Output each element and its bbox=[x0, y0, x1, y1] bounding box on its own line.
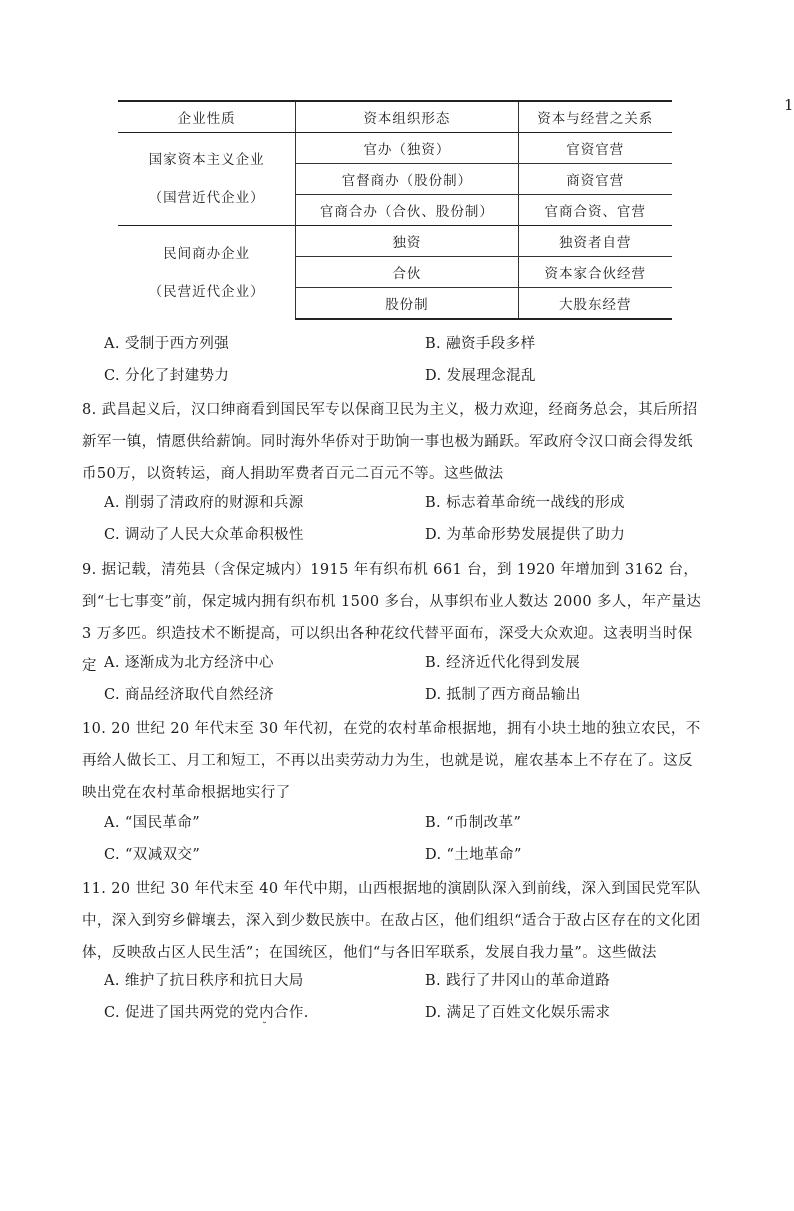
table-cell-relation: 官资官营 bbox=[566, 142, 625, 158]
q8-option-c: C. 调动了人民大众革命积极性 bbox=[104, 527, 304, 543]
nature-line1: 国家资本主义企业 bbox=[148, 152, 265, 168]
q8-option-b: B. 标志着革命统一战线的形成 bbox=[425, 495, 625, 511]
q10-option-d: D. “土地革命” bbox=[425, 847, 522, 863]
q9-option-b: B. 经济近代化得到发展 bbox=[425, 655, 581, 671]
enterprise-table bbox=[118, 100, 672, 320]
scan-speck: ˘ bbox=[262, 1022, 267, 1033]
table-header-form: 资本组织形态 bbox=[296, 101, 518, 133]
table-cell-form: 股份制 bbox=[296, 288, 518, 320]
q11-option-d: D. 满足了百姓文化娱乐需求 bbox=[425, 1005, 611, 1021]
table-cell-form: 独资 bbox=[296, 226, 518, 257]
page-number: 1 bbox=[784, 96, 794, 114]
table-cell-relation: 大股东经营 bbox=[518, 288, 672, 320]
q11-option-a: A. 维护了抗日秩序和抗日大局 bbox=[104, 973, 304, 989]
q7-option-c: C. 分化了封建势力 bbox=[104, 368, 230, 384]
q10-stem: 10. 20 世纪 20 年代末至 30 年代初，在党的农村革命根据地，拥有小块土地的独立农民，不再给人做长工、月工和短工，不再以出卖劳动力为生，也就是说，雇农基本上不存在了。这反映出党在农村革命根据地实行了 bbox=[82, 721, 701, 801]
table-cell-nature bbox=[118, 133, 296, 226]
table-header-nature: 企业性质 bbox=[118, 101, 296, 133]
q7-option-a: A. 受制于西方列强 bbox=[104, 336, 230, 352]
q9-option-a: A. 逐渐成为北方经济中心 bbox=[104, 655, 274, 671]
table-cell-relation: 资本家合伙经营 bbox=[518, 257, 672, 288]
table-cell-form: 官商合办（合伙、股份制） bbox=[296, 195, 518, 226]
table-header-relation: 资本与经营之关系 bbox=[518, 101, 672, 133]
q9-option-c: C. 商品经济取代自然经济 bbox=[104, 687, 274, 703]
q9-stem: 9. 据记载，清苑县（含保定城内）1915 年有织布机 661 台，到 1920 年增加到 3162 台，到“七七事变”前，保定城内拥有织布机 1500 多台，从事织布业人数达 2000 多人，年产量达 3 万多匹。织造技术不断提高，可以织出各种花纹代替平面布，深受大众欢迎。这表明当时保定 bbox=[82, 562, 702, 674]
table-cell-form: 合伙 bbox=[296, 257, 518, 288]
table-cell-relation: 官商合资、官营 bbox=[518, 195, 672, 226]
q10-option-a: A. “国民革命” bbox=[104, 815, 201, 831]
q9-option-d: D. 抵制了西方商品输出 bbox=[425, 687, 581, 703]
q11-option-c: C. 促进了国共两党的党内合作. bbox=[104, 1005, 309, 1021]
table-cell-relation: 独资者自营 bbox=[518, 226, 672, 257]
q8-option-a: A. 削弱了清政府的财源和兵源 bbox=[104, 495, 304, 511]
q11-stem: 11. 20 世纪 30 年代末至 40 年代中期，山西根据地的演剧队深入到前线，深入到国民党军队中，深入到穷乡僻壤去，深入到少数民族中。在敌占区，他们组织“适合于敌占区存在的文化团体，反映敌占区人民生活”；在国统区，他们“与各旧军联系，发展自我力量”。这些做法 bbox=[82, 881, 701, 961]
q7-option-d: D. 发展理念混乱 bbox=[425, 368, 536, 384]
q7-option-b: B. 融资手段多样 bbox=[425, 336, 536, 352]
table-cell-relation: 商资官营 bbox=[518, 164, 672, 195]
q8-option-d: D. 为革命形势发展提供了助力 bbox=[425, 527, 626, 543]
nature-line2: （民营近代企业） bbox=[148, 283, 265, 300]
q11-option-b: B. 践行了井冈山的革命道路 bbox=[425, 973, 610, 989]
q10-option-b: B. “币制改革” bbox=[425, 815, 522, 831]
table-cell-form: 官办（独资） bbox=[296, 133, 518, 164]
nature-line2: （国营近代企业） bbox=[148, 190, 265, 206]
table-cell-nature bbox=[118, 226, 296, 320]
nature-line1: 民间商办企业 bbox=[163, 245, 251, 262]
q8-stem: 8. 武昌起义后，汉口绅商看到国民军专以保商卫民为主义，极力欢迎，经商务总会，其后所招新军一镇，情愿供给薪饷。同时海外华侨对于助饷一事也极为踊跃。军政府令汉口商会得发纸币50万，以资转运，商人捐助军费者百元二百元不等。这些做法 bbox=[82, 402, 698, 482]
q10-option-c: C. “双减双交” bbox=[104, 847, 201, 863]
table-cell-form: 官督商办（股份制） bbox=[296, 164, 518, 195]
